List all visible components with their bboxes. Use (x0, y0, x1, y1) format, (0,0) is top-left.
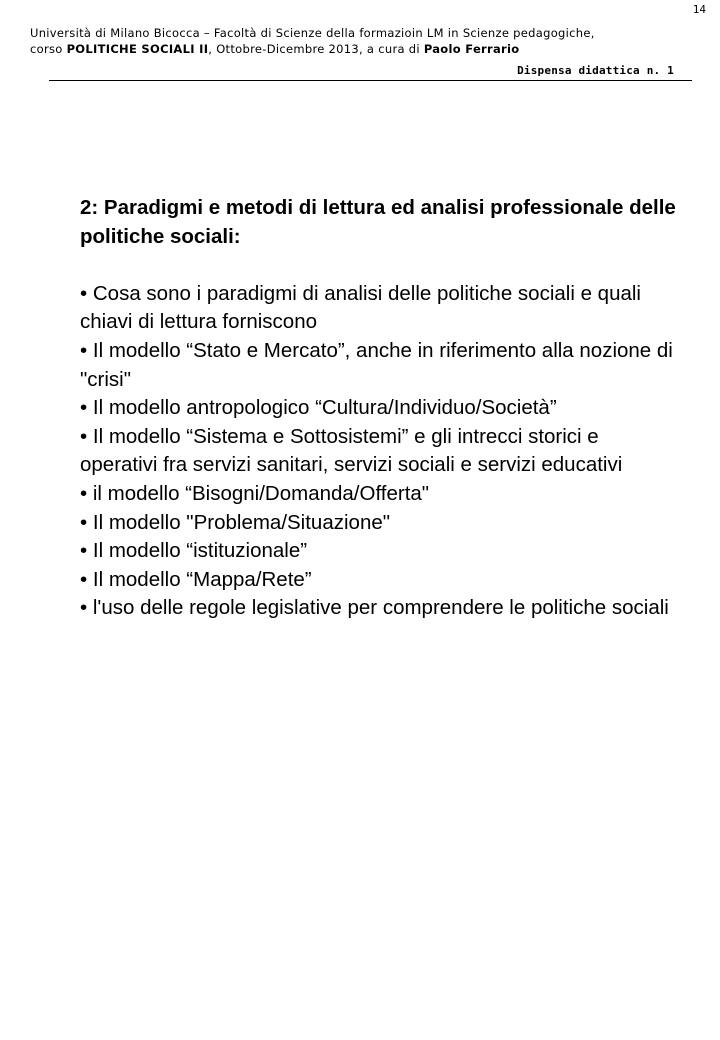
header-course-date: , Ottobre-Dicembre 2013, a cura di (208, 41, 424, 56)
list-item: • Il modello “istituzionale” (80, 539, 308, 563)
list-item: • Il modello “Mappa/Rete” (80, 567, 312, 591)
document-header (30, 26, 692, 79)
list-item: • Il modello "Problema/Situazione" (80, 510, 391, 534)
list-item: • Il modello antropologico “Cultura/Individuo/Società” (80, 396, 557, 420)
header-divider (49, 80, 692, 81)
header-course-prefix: corso (30, 41, 67, 56)
header-course-line (30, 42, 692, 58)
list-item: • Cosa sono i paradigmi di analisi delle politiche sociali e quali chiavi di lettura forniscono (80, 281, 641, 334)
bullet-list (80, 280, 680, 623)
list-item: • Il modello “Stato e Mercato”, anche in riferimento alla nozione di "crisi" (80, 338, 673, 391)
header-dispensa-label: Dispensa didattica n. 1 (517, 64, 674, 77)
list-item: • il modello “Bisogni/Domanda/Offerta" (80, 481, 430, 505)
page-number: 14 (692, 3, 706, 16)
list-item: • l'uso delle regole legislative per comprendere le politiche sociali (80, 596, 669, 620)
section-content (80, 194, 680, 623)
list-item: • Il modello “Sistema e Sottosistemi” e gli intrecci storici e operativi fra servizi sanitari, servizi sociali e servizi educativi (80, 424, 623, 477)
section-title: 2: Paradigmi e metodi di lettura ed analisi professionale delle politiche sociali: (80, 196, 676, 248)
header-course-name: POLITICHE SOCIALI II (66, 41, 209, 56)
header-institution-line: Università di Milano Bicocca – Facoltà di Scienze della formazioin LM in Scienze pedagogiche, (30, 26, 595, 40)
header-author: Paolo Ferrario (423, 41, 520, 56)
